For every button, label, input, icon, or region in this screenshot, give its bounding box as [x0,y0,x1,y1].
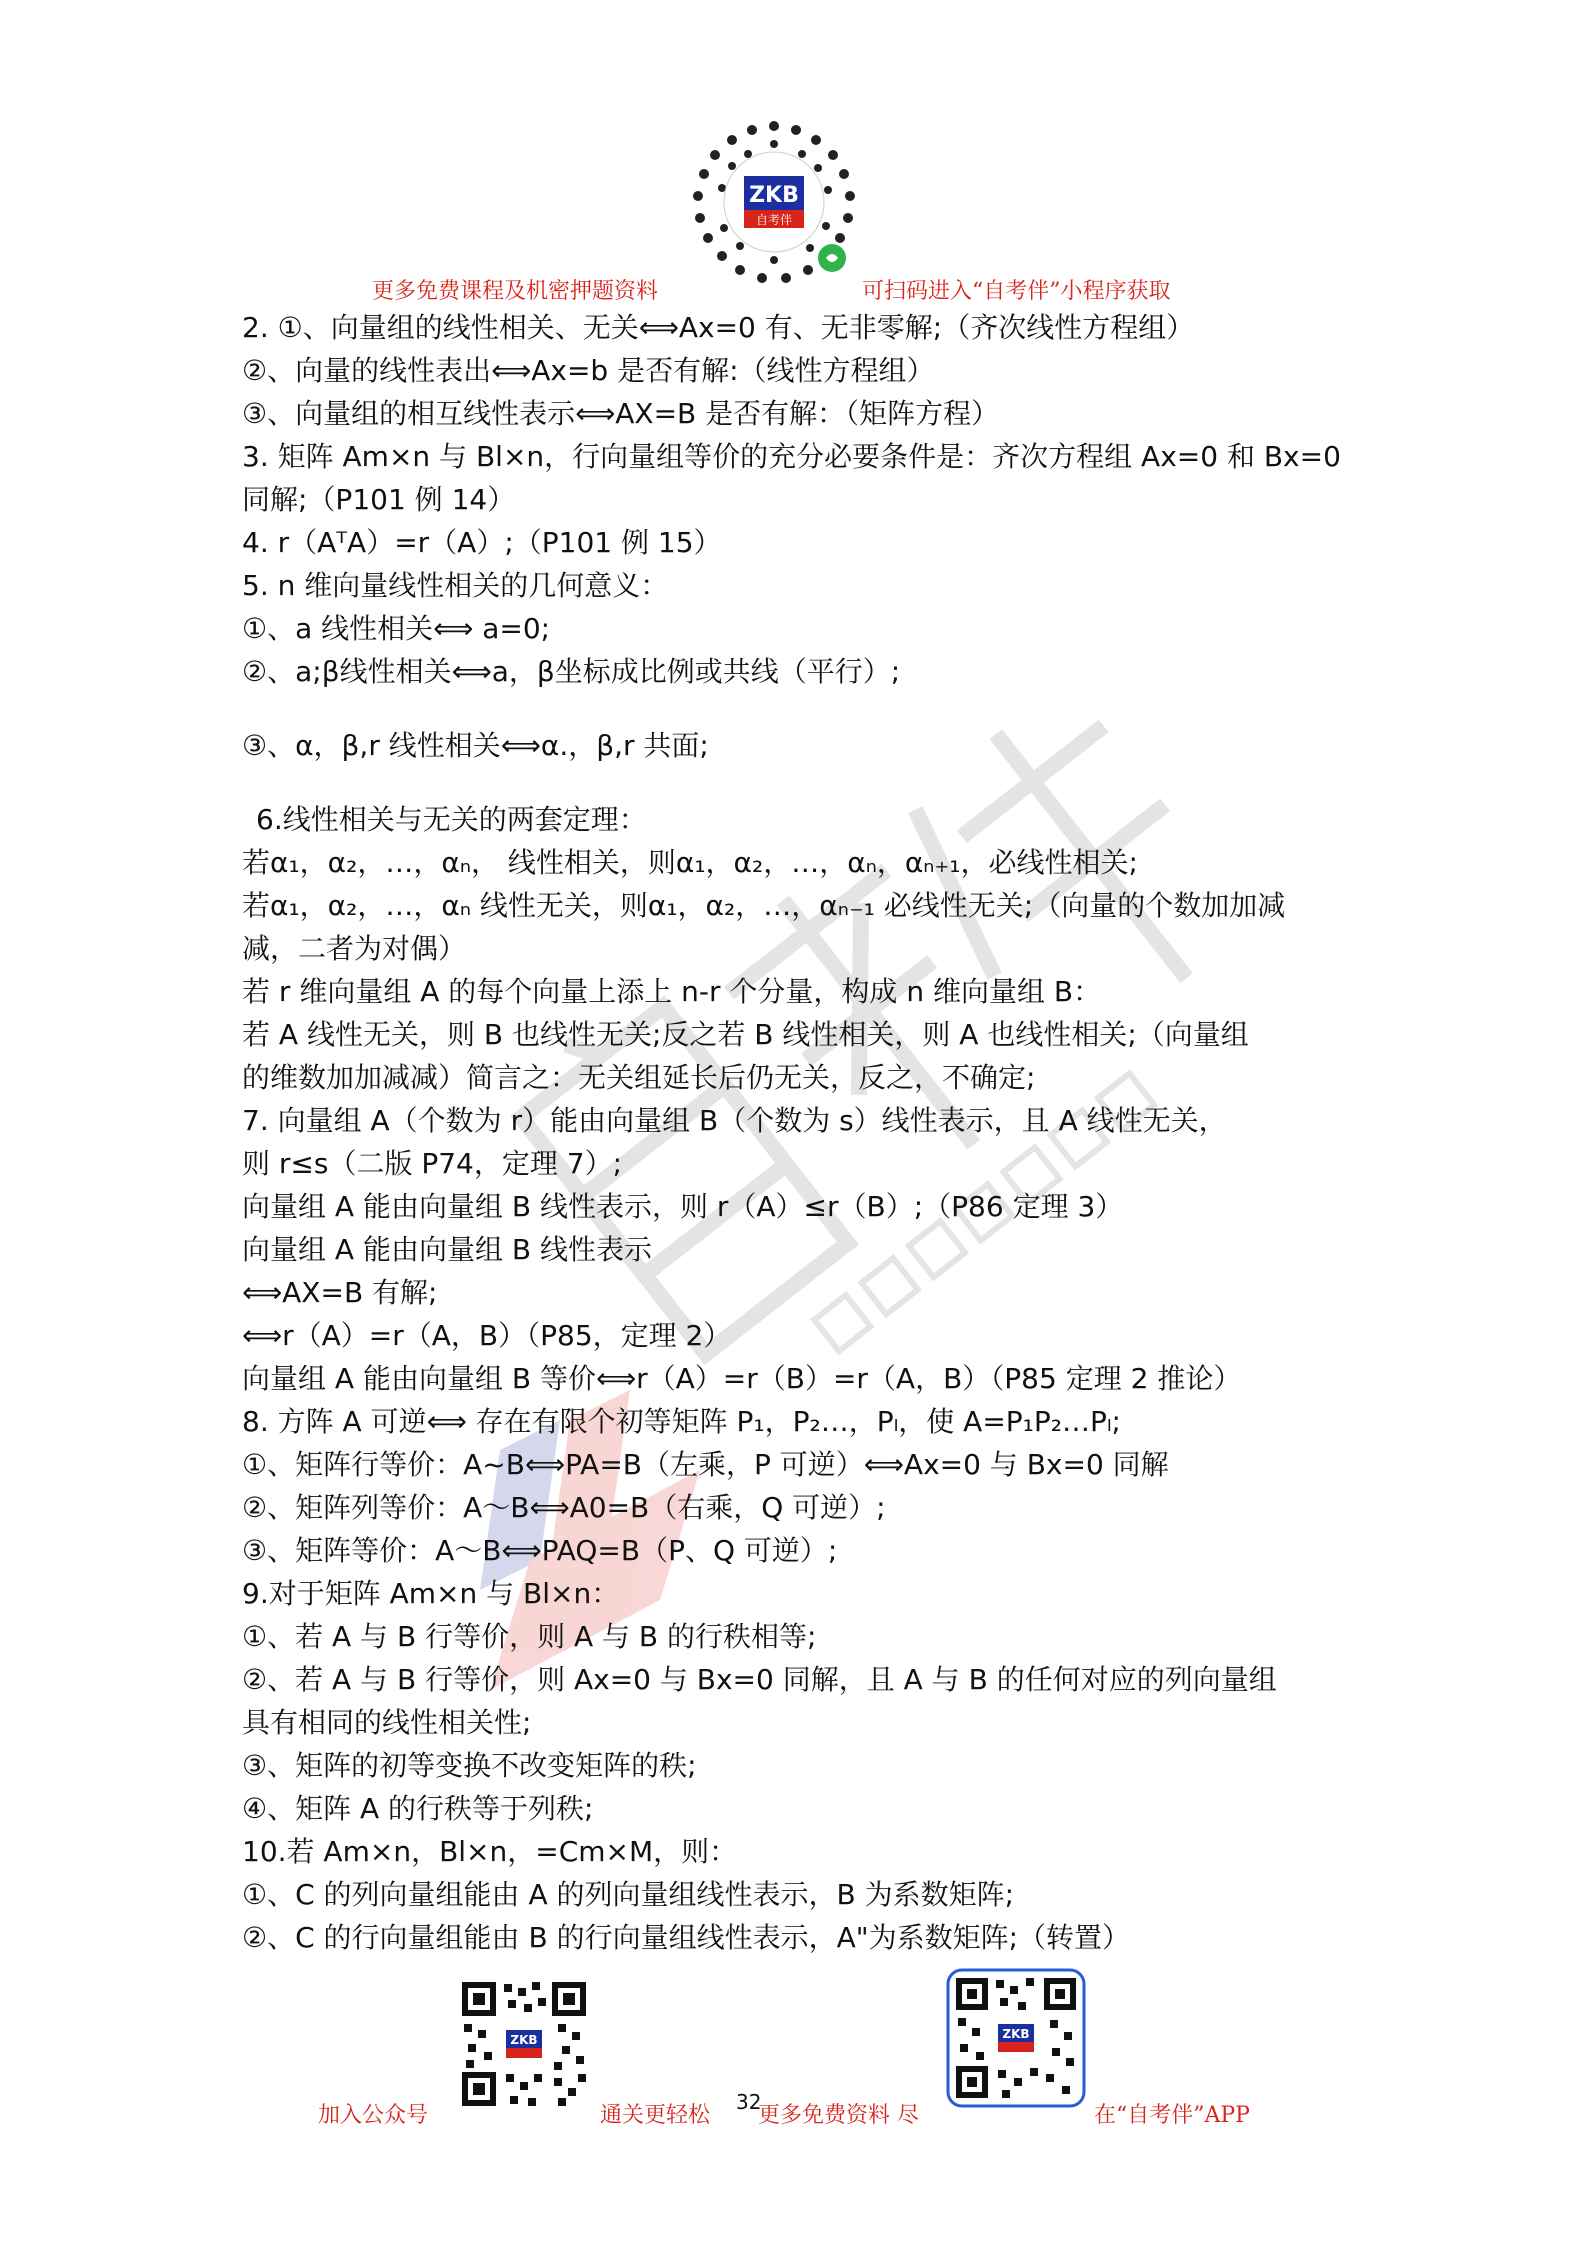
text-line: ③、向量组的相互线性表示⟺AX=B 是否有解：（矩阵方程） [242,397,1000,430]
text-line: ③、α，β,r 线性相关⟺α.，β,r 共面; [242,729,709,762]
text-line: ②、C 的行向量组能由 B 的行向量组线性表示，A"为系数矩阵;（转置） [242,1921,1131,1954]
footer-free-label: 更多免费资料 尽 [758,2103,919,2128]
text-line: 8. 方阵 A 可逆⟺ 存在有限个初等矩阵 P₁，P₂…，Pₗ，使 A=P₁P₂…Pₗ; [242,1405,1121,1438]
promo-right-text: 可扫码进入“自考伴”小程序获取 [862,279,1171,304]
text-line: ⟺AX=B 有解; [242,1276,438,1309]
text-line: 5. n 维向量线性相关的几何意义： [242,569,669,602]
text-line: ②、a;β线性相关⟺a，β坐标成比例或共线（平行）; [242,655,901,688]
text-line: ④、矩阵 A 的行秩等于列秩; [242,1792,594,1825]
text-line: 6.线性相关与无关的两套定理： [256,803,647,836]
page-number: 32 [736,2090,762,2114]
text-line: 向量组 A 能由向量组 B 线性表示 [242,1233,652,1266]
text-line: 向量组 A 能由向量组 B 线性表示，则 r（A）≤r（B）;（P86 定理 3） [242,1190,1124,1223]
text-line: 7. 向量组 A（个数为 r）能由向量组 B（个数为 s）线性表示，且 A 线性无关， [242,1104,1227,1137]
text-line: 若α₁，α₂，…，αₙ 线性无关，则α₁，α₂，…，αₙ₋₁ 必线性无关;（向量的个数加加减 [242,889,1286,922]
text-line: 2. ①、向量组的线性相关、无关⟺Ax=0 有、无非零解;（齐次线性方程组） [242,311,1195,344]
svg-text:自考伴: 自考伴 [755,213,793,227]
text-line: 9.对于矩阵 Am×n 与 Bl×n： [242,1577,620,1610]
text-line: ③、矩阵等价：A～B⟺PAQ=B（P、Q 可逆）; [242,1534,838,1567]
mini-program-qr-code [682,118,867,286]
text-line: ①、矩阵行等价：A~B⟺PA=B（左乘，P 可逆）⟺Ax=0 与 Bx=0 同解 [242,1448,1169,1481]
text-line: ②、向量的线性表出⟺Ax=b 是否有解:（线性方程组） [242,354,935,387]
promo-left-text: 更多免费课程及机密押题资料 [372,279,659,304]
footer-left-label: 加入公众号 [318,2103,429,2128]
svg-text:ZKB: ZKB [510,2033,538,2047]
footer-mid-label: 通关更轻松 [600,2103,711,2128]
text-line: 若 A 线性无关，则 B 也线性无关;反之若 B 线性相关，则 A 也线性相关;（向量组 [242,1018,1249,1051]
svg-text:ZKB: ZKB [1002,2027,1030,2041]
text-line: 则 r≤s（二版 P74，定理 7）; [242,1147,623,1180]
text-line: 10.若 Am×n，Bl×n，=Cm×M，则： [242,1835,738,1868]
app-qr-code [946,1968,1086,2108]
footer-right-label: 在“自考伴”APP [1094,2103,1250,2128]
svg-text:ZKB: ZKB [749,183,799,208]
text-line: ①、C 的列向量组能由 A 的列向量组线性表示，B 为系数矩阵; [242,1878,1015,1911]
text-line: ②、若 A 与 B 行等价，则 Ax=0 与 Bx=0 同解，且 A 与 B 的任何对应的列向量组 [242,1663,1277,1696]
text-line: ⟺r（A）=r（A，B）（P85，定理 2） [242,1319,732,1352]
text-line: 4. r（AᵀA）=r（A）;（P101 例 15） [242,526,722,559]
text-line: 同解;（P101 例 14） [242,483,516,516]
text-line: 3. 矩阵 Am×n 与 Bl×n，行向量组等价的充分必要条件是：齐次方程组 Ax=0 和 Bx=0 [242,440,1341,473]
wechat-account-qr-code [458,1978,590,2110]
text-line: 减，二者为对偶） [242,932,467,965]
text-line: 的维数加加减减）简言之：无关组延长后仍无关，反之，不确定; [242,1061,1036,1094]
text-line: ③、矩阵的初等变换不改变矩阵的秩; [242,1749,697,1782]
text-line: ②、矩阵列等价：A～B⟺A0=B（右乘，Q 可逆）; [242,1491,886,1524]
text-line: 若 r 维向量组 A 的每个向量上添上 n-r 个分量，构成 n 维向量组 B： [242,975,1102,1008]
text-line: 向量组 A 能由向量组 B 等价⟺r（A）=r（B）=r（A，B）（P85 定理 2 推论） [242,1362,1242,1395]
text-line: 具有相同的线性相关性; [242,1706,532,1739]
text-line: ①、若 A 与 B 行等价，则 A 与 B 的行秩相等; [242,1620,817,1653]
page-body [242,306,1362,1959]
text-line: 若α₁，α₂，…，αₙ， 线性相关，则α₁，α₂，…，αₙ，αₙ₊₁，必线性相关; [242,846,1138,879]
text-line: ①、a 线性相关⟺ a=0; [242,612,551,645]
